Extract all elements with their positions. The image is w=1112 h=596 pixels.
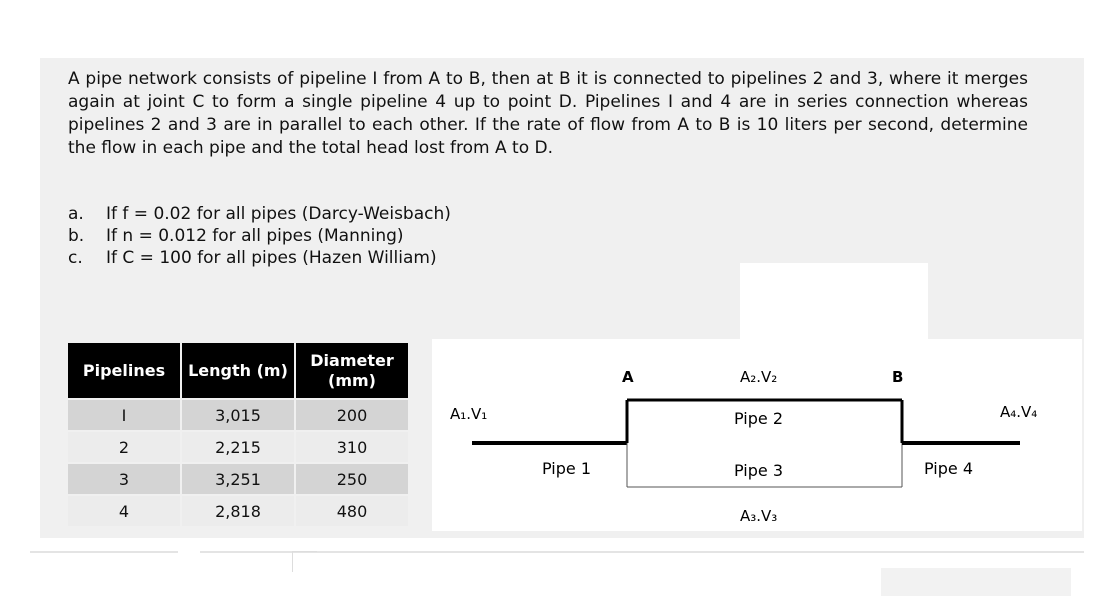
cell-pipeline: 2 [68, 432, 180, 462]
cell-length: 2,818 [182, 496, 294, 526]
header-diameter: Diameter (mm) [296, 343, 408, 398]
cell-length: 3,015 [182, 400, 294, 430]
pipe-network-diagram [432, 339, 1082, 531]
a2v2-label: A₂.V₂ [740, 368, 778, 386]
divider-tick [292, 551, 317, 572]
option-text: If f = 0.02 for all pipes (Darcy-Weisbach) [106, 204, 451, 224]
cell-length: 3,251 [182, 464, 294, 494]
divider [200, 551, 1084, 553]
a3v3-label: A₃.V₃ [740, 507, 778, 525]
option-b [68, 225, 451, 247]
cell-diameter: 250 [296, 464, 408, 494]
table-row [68, 496, 408, 526]
option-label: a. [68, 204, 84, 224]
cell-diameter: 480 [296, 496, 408, 526]
problem-statement: A pipe network consists of pipeline I from A to B, then at B it is connected to pipelines 2 and 3, where it merges again at joint C to form a single pipeline 4 up to point D. Pipelines I and 4 are in series connection whereas pipelines 2 and 3 are in parallel to each other. If the rate of flow from A to B is 10 liters per second, determine the flow in each pipe and the total head lost from A to D. [68, 69, 1028, 158]
header-length: Length (m) [182, 343, 294, 398]
option-list [68, 203, 451, 269]
pipe-1-label: Pipe 1 [542, 459, 592, 478]
blank-region [740, 263, 928, 343]
point-b-label: B [892, 368, 904, 386]
table-row [68, 464, 408, 494]
point-a-label: A [622, 368, 634, 386]
a1v1-label: A₁.V₁ [450, 405, 488, 423]
option-text: If C = 100 for all pipes (Hazen William) [106, 248, 437, 268]
table-header-row [68, 343, 408, 398]
cell-pipeline: 3 [68, 464, 180, 494]
divider [30, 551, 178, 553]
pipe-4-label: Pipe 4 [924, 459, 974, 478]
cell-pipeline: I [68, 400, 180, 430]
blank-box [881, 568, 1071, 596]
option-label: c. [68, 248, 83, 268]
cell-diameter: 200 [296, 400, 408, 430]
pipe-3-label: Pipe 3 [734, 461, 784, 480]
pipe-data-table [66, 341, 410, 528]
cell-pipeline: 4 [68, 496, 180, 526]
option-text: If n = 0.012 for all pipes (Manning) [106, 226, 404, 246]
pipe-network-svg [432, 339, 1082, 531]
cell-diameter: 310 [296, 432, 408, 462]
option-label: b. [68, 226, 85, 246]
pipe-2-label: Pipe 2 [734, 409, 784, 428]
cell-length: 2,215 [182, 432, 294, 462]
table-row [68, 400, 408, 430]
header-pipelines: Pipelines [68, 343, 180, 398]
a4v4-label: A₄.V₄ [1000, 403, 1038, 421]
option-c [68, 247, 451, 269]
option-a [68, 203, 451, 225]
table-row [68, 432, 408, 462]
